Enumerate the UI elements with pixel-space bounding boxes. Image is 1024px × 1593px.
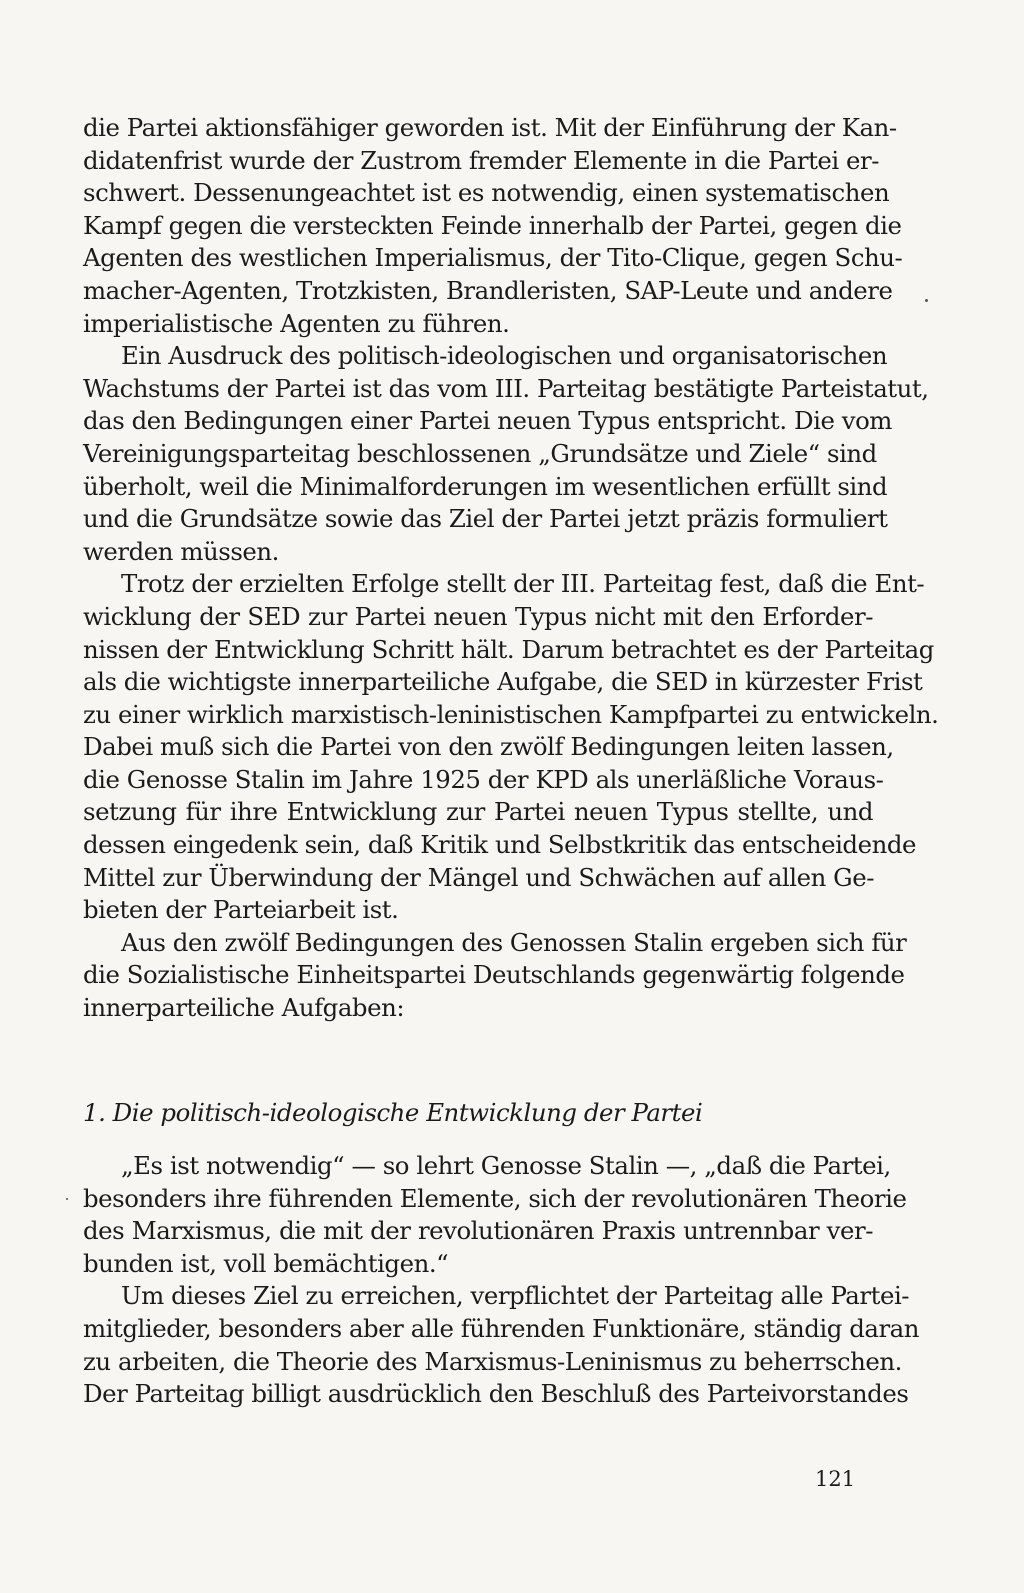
text-line: imperialistische Agenten zu führen. xyxy=(83,308,510,338)
text-line: die Genosse Stalin im Jahre 1925 der KPD als unerläßliche Voraus- xyxy=(83,764,884,794)
text-line: nissen der Entwicklung Schritt hält. Darum betrachtet es der Parteitag xyxy=(83,634,934,664)
text-line: Der Parteitag billigt ausdrücklich den Beschluß des Parteivorstandes xyxy=(83,1379,909,1409)
text-line: Dabei muß sich die Partei von den zwölf Bedingungen leiten lassen, xyxy=(83,732,894,762)
text-line: die Sozialistische Einheitspartei Deutschlands gegenwärtig folgende xyxy=(83,960,905,990)
text-line: „Es ist notwendig“ — so lehrt Genosse Stalin —, „daß die Partei, xyxy=(121,1151,891,1180)
text-line: wicklung der SED zur Partei neuen Typus nicht mit den Erforder- xyxy=(83,601,873,631)
scan-speck xyxy=(66,1198,68,1200)
text-line: bieten der Parteiarbeit ist. xyxy=(83,895,399,925)
text-line: Aus den zwölf Bedingungen des Genossen Stalin ergeben sich für xyxy=(121,927,907,957)
body-text-bottom xyxy=(83,1150,920,1411)
text-line: Ein Ausdruck des politisch-ideologischen und organisatorischen xyxy=(121,341,888,371)
text-line: als die wichtigste innerparteiliche Aufgabe, die SED in kürzester Frist xyxy=(83,667,923,697)
text-line: mitglieder, besonders aber alle führenden Funktionäre, ständig daran xyxy=(83,1313,920,1343)
text-line: Vereinigungsparteitag beschlossenen „Grundsätze und Ziele“ sind xyxy=(83,438,877,468)
text-line: zu arbeiten, die Theorie des Marxismus-Leninismus zu beherrschen. xyxy=(83,1346,902,1376)
text-line: Agenten des westlichen Imperialismus, der Tito-Clique, gegen Schu- xyxy=(83,243,903,273)
text-line: setzung für ihre Entwicklung zur Partei neuen Typus stellte, und xyxy=(83,797,873,827)
text-line: besonders ihre führenden Elemente, sich der revolutionären Theorie xyxy=(83,1183,907,1213)
text-line: überholt, weil die Minimalforderungen im wesentlichen erfüllt sind xyxy=(83,471,888,501)
text-line: Mittel zur Überwindung der Mängel und Schwächen auf allen Ge- xyxy=(83,862,874,892)
page-number: 121 xyxy=(815,1467,856,1491)
text-line: Kampf gegen die versteckten Feinde innerhalb der Partei, gegen die xyxy=(83,210,902,240)
text-line: dessen eingedenk sein, daß Kritik und Selbstkritik das entscheidende xyxy=(83,830,916,860)
text-line: des Marxismus, die mit der revolutionären Praxis untrennbar ver- xyxy=(83,1216,873,1246)
text-line: didatenfrist wurde der Zustrom fremder Elemente in die Partei er- xyxy=(83,145,880,175)
text-line: macher-Agenten, Trotzkisten, Brandleristen, SAP-Leute und andere xyxy=(83,275,893,305)
section-heading: 1. Die politisch-ideologische Entwicklung der Partei xyxy=(83,1098,703,1127)
text-line: schwert. Dessenungeachtet ist es notwendig, einen systematischen xyxy=(83,178,890,208)
text-line: Wachstums der Partei ist das vom III. Parteitag bestätigte Parteistatut, xyxy=(83,373,929,403)
text-line: innerparteiliche Aufgaben: xyxy=(83,993,405,1023)
body-text-top xyxy=(83,112,939,1025)
text-line: bunden ist, voll bemächtigen.“ xyxy=(83,1248,449,1278)
text-line: Um dieses Ziel zu erreichen, verpflichtet der Parteitag alle Partei- xyxy=(121,1281,910,1311)
text-line: Trotz der erzielten Erfolge stellt der III. Parteitag fest, daß die Ent- xyxy=(121,569,925,599)
text-line: zu einer wirklich marxistisch-leninistischen Kampfpartei zu entwickeln. xyxy=(83,699,939,729)
text-line: werden müssen. xyxy=(83,536,279,566)
text-line: und die Grundsätze sowie das Ziel der Partei jetzt präzis formuliert xyxy=(83,504,888,534)
text-line: das den Bedingungen einer Partei neuen Typus entspricht. Die vom xyxy=(83,406,892,436)
text-line: die Partei aktionsfähiger geworden ist. Mit der Einführung der Kan- xyxy=(83,113,897,142)
scan-speck xyxy=(925,299,928,302)
